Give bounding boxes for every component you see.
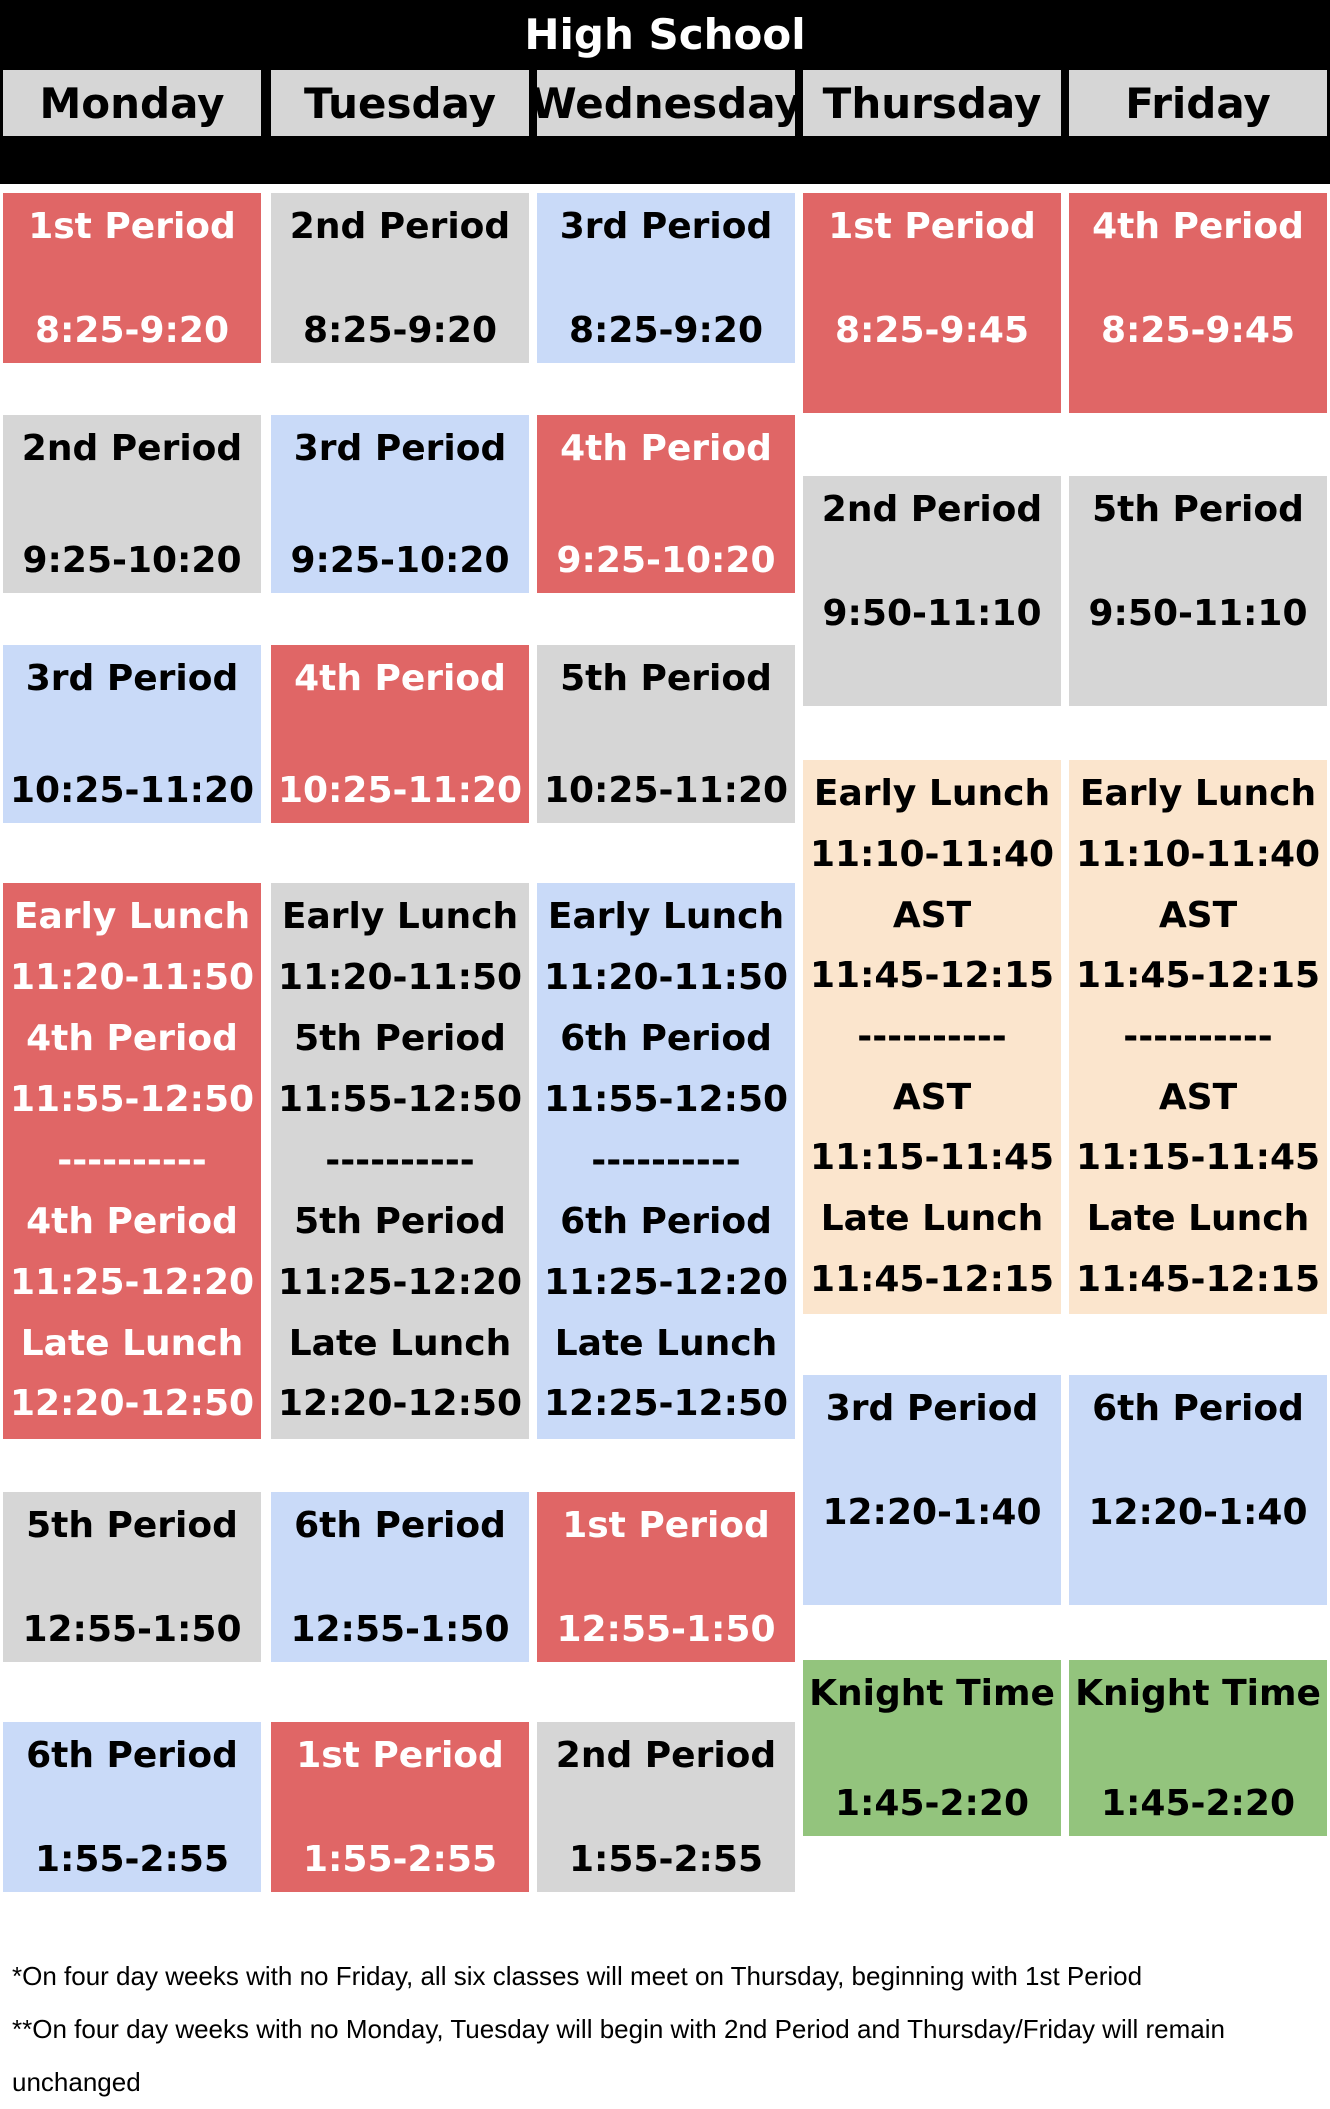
- lunch-line: AST: [892, 1076, 972, 1118]
- monday-period-2: [3, 415, 261, 593]
- lunch-line: 6th Period: [560, 1200, 772, 1242]
- wednesday-period-2: [537, 1722, 795, 1892]
- lunch-line: 11:55-12:50: [543, 1079, 789, 1121]
- lunch-divider: ----------: [57, 1139, 207, 1181]
- lunch-line: 6th Period: [560, 1018, 772, 1060]
- period-time: 9:25-10:20: [22, 540, 242, 581]
- period-label: 1st Period: [28, 206, 236, 247]
- period-time: 12:55-1:50: [556, 1609, 776, 1650]
- period-time: 9:25-10:20: [556, 540, 776, 581]
- lunch-line: 11:10-11:40: [809, 833, 1055, 875]
- wednesday-period-5: [537, 645, 795, 823]
- lunch-line: Late Lunch: [820, 1197, 1044, 1239]
- monday-lunch-block: [3, 883, 261, 1439]
- period-label: Knight Time: [1075, 1673, 1321, 1714]
- lunch-line: 11:45-12:15: [809, 955, 1055, 997]
- period-time: 8:25-9:20: [34, 310, 230, 351]
- period-label: 4th Period: [294, 658, 506, 699]
- period-label: 6th Period: [26, 1735, 238, 1776]
- lunch-divider: ----------: [857, 1015, 1007, 1057]
- tuesday-period-1: [271, 1722, 529, 1892]
- lunch-line: 5th Period: [294, 1200, 506, 1242]
- period-label: 2nd Period: [555, 1735, 777, 1776]
- period-label: 3rd Period: [825, 1388, 1039, 1429]
- wednesday-period-4: [537, 415, 795, 593]
- period-time: 12:55-1:50: [290, 1609, 510, 1650]
- thursday-lunch-block: [803, 760, 1061, 1314]
- friday-period-6: [1069, 1375, 1327, 1605]
- period-time: 1:45-2:20: [1100, 1783, 1296, 1824]
- wednesday-period-3: [537, 193, 795, 363]
- page-title: High School: [524, 10, 806, 59]
- period-time: 1:55-2:55: [34, 1839, 230, 1880]
- period-time: 8:25-9:20: [568, 310, 764, 351]
- period-time: 8:25-9:45: [1100, 310, 1296, 351]
- lunch-line: 11:25-12:20: [543, 1261, 789, 1303]
- lunch-line: Late Lunch: [1086, 1197, 1310, 1239]
- friday-lunch-block: [1069, 760, 1327, 1314]
- lunch-line: 11:45-12:15: [1075, 955, 1321, 997]
- footnote-no-monday: **On four day weeks with no Monday, Tuesday will begin with 2nd Period and Thursday/Friday will remain unchanged: [12, 2014, 1225, 2097]
- lunch-line: AST: [1158, 894, 1238, 936]
- period-label: 1st Period: [828, 206, 1036, 247]
- period-label: 1st Period: [562, 1505, 770, 1546]
- period-label: 2nd Period: [821, 489, 1043, 530]
- period-time: 8:25-9:20: [302, 310, 498, 351]
- tuesday-lunch-block: [271, 883, 529, 1439]
- lunch-line: 11:45-12:15: [1075, 1258, 1321, 1300]
- wednesday-lunch-block: [537, 883, 795, 1439]
- lunch-line: AST: [1158, 1076, 1238, 1118]
- lunch-line: Early Lunch: [547, 896, 785, 938]
- lunch-divider: ----------: [591, 1139, 741, 1181]
- monday-period-6: [3, 1722, 261, 1892]
- period-time: 10:25-11:20: [277, 770, 523, 811]
- monday-period-5: [3, 1492, 261, 1662]
- lunch-line: 11:25-12:20: [277, 1261, 523, 1303]
- thursday-period-2: [803, 476, 1061, 706]
- lunch-line: 11:15-11:45: [809, 1137, 1055, 1179]
- tuesday-period-2: [271, 193, 529, 363]
- period-time: 12:20-1:40: [1088, 1492, 1308, 1533]
- tuesday-period-3: [271, 415, 529, 593]
- friday-knight-time: [1069, 1660, 1327, 1836]
- period-time: 1:55-2:55: [568, 1839, 764, 1880]
- thursday-knight-time: [803, 1660, 1061, 1836]
- friday-period-4: [1069, 193, 1327, 413]
- lunch-line: Late Lunch: [554, 1322, 778, 1364]
- lunch-line: Early Lunch: [13, 896, 251, 938]
- period-time: 10:25-11:20: [9, 770, 255, 811]
- footnotes: [12, 1950, 1312, 2109]
- period-label: 5th Period: [560, 658, 772, 699]
- lunch-line: 4th Period: [26, 1018, 238, 1060]
- period-time: 1:45-2:20: [834, 1783, 1030, 1824]
- lunch-line: AST: [892, 894, 972, 936]
- lunch-line: 11:20-11:50: [9, 957, 255, 999]
- period-time: 12:20-1:40: [822, 1492, 1042, 1533]
- lunch-line: 11:45-12:15: [809, 1258, 1055, 1300]
- lunch-line: 12:25-12:50: [543, 1383, 789, 1425]
- lunch-divider: ----------: [1123, 1015, 1273, 1057]
- lunch-line: Late Lunch: [20, 1322, 244, 1364]
- period-label: 1st Period: [296, 1735, 504, 1776]
- period-label: 6th Period: [1092, 1388, 1304, 1429]
- lunch-line: 12:20-12:50: [9, 1383, 255, 1425]
- period-label: 6th Period: [294, 1505, 506, 1546]
- monday-period-1: [3, 193, 261, 363]
- day-header-thursday: Thursday: [803, 70, 1061, 136]
- period-time: 10:25-11:20: [543, 770, 789, 811]
- lunch-line: 11:25-12:20: [9, 1261, 255, 1303]
- lunch-line: Early Lunch: [813, 773, 1051, 815]
- period-time: 8:25-9:45: [834, 310, 1030, 351]
- lunch-divider: ----------: [325, 1139, 475, 1181]
- lunch-line: Late Lunch: [288, 1322, 512, 1364]
- period-time: 1:55-2:55: [302, 1839, 498, 1880]
- lunch-line: 11:20-11:50: [543, 957, 789, 999]
- lunch-line: Early Lunch: [1079, 773, 1317, 815]
- period-label: 2nd Period: [21, 428, 243, 469]
- lunch-line: 12:20-12:50: [277, 1383, 523, 1425]
- monday-period-3: [3, 645, 261, 823]
- lunch-line: 5th Period: [294, 1018, 506, 1060]
- period-label: 4th Period: [560, 428, 772, 469]
- day-header-monday: Monday: [3, 70, 261, 136]
- period-time: 9:50-11:10: [822, 593, 1042, 634]
- lunch-line: 4th Period: [26, 1200, 238, 1242]
- period-time: 9:25-10:20: [290, 540, 510, 581]
- friday-period-5: [1069, 476, 1327, 706]
- thursday-period-3: [803, 1375, 1061, 1605]
- period-label: 3rd Period: [293, 428, 507, 469]
- tuesday-period-6: [271, 1492, 529, 1662]
- lunch-line: 11:55-12:50: [277, 1079, 523, 1121]
- day-header-wednesday: Wednesday: [537, 70, 795, 136]
- period-time: 12:55-1:50: [22, 1609, 242, 1650]
- period-label: 3rd Period: [559, 206, 773, 247]
- period-label: 2nd Period: [289, 206, 511, 247]
- period-label: 5th Period: [1092, 489, 1304, 530]
- period-label: Knight Time: [809, 1673, 1055, 1714]
- lunch-line: 11:10-11:40: [1075, 833, 1321, 875]
- period-label: 4th Period: [1092, 206, 1304, 247]
- period-label: 3rd Period: [25, 658, 239, 699]
- wednesday-period-1: [537, 1492, 795, 1662]
- lunch-line: 11:15-11:45: [1075, 1137, 1321, 1179]
- day-header-friday: Friday: [1069, 70, 1327, 136]
- lunch-line: 11:20-11:50: [277, 957, 523, 999]
- lunch-line: Early Lunch: [281, 896, 519, 938]
- period-label: 5th Period: [26, 1505, 238, 1546]
- thursday-period-1: [803, 193, 1061, 413]
- footnote-no-friday: *On four day weeks with no Friday, all six classes will meet on Thursday, beginning with 1st Period: [12, 1961, 1143, 1991]
- day-header-tuesday: Tuesday: [271, 70, 529, 136]
- period-time: 9:50-11:10: [1088, 593, 1308, 634]
- tuesday-period-4: [271, 645, 529, 823]
- lunch-line: 11:55-12:50: [9, 1079, 255, 1121]
